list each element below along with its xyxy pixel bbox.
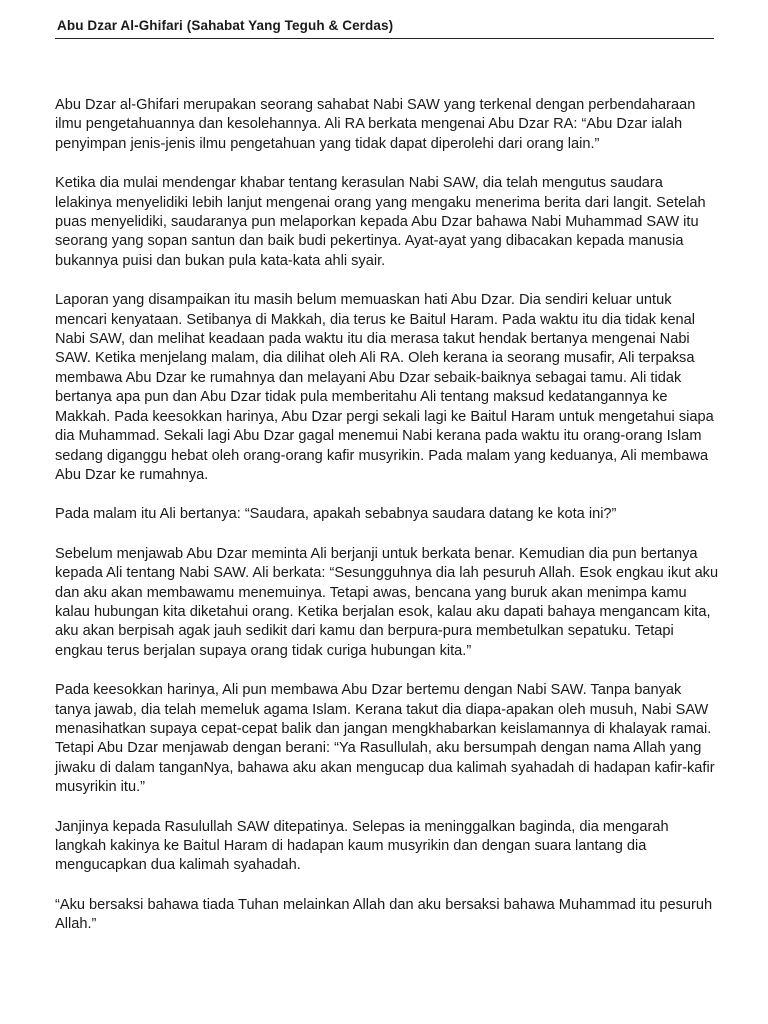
paragraph-4: Pada malam itu Ali bertanya: “Saudara, apakah sebabnya saudara datang ke kota ini?” <box>55 506 617 523</box>
document-body <box>55 96 720 955</box>
paragraph-3: Laporan yang disampaikan itu masih belum memuaskan hati Abu Dzar. Dia sendiri keluar untuk mencari kenyataan. Setibanya di Makkah, dia terus ke Baitul Haram. Pada waktu itu dia tidak kenal Nabi SAW, dan melihat keadaan pada waktu itu dia merasa takut hendak bertanya mengenai Nabi SAW. Ketika menjelang malam, dia dilihat oleh Ali RA. Oleh kerana ia seorang musafir, Ali terpaksa membawa Abu Dzar ke rumahnya dan melayani Abu Dzar sebaik-baiknya sebagai tamu. Ali tidak bertanya apa pun dan Abu Dzar tidak pula memberitahu Ali tentang maksud kedatangannya ke Makkah. Pada keesokkan harinya, Abu Dzar pergi sekali lagi ke Baitul Haram untuk mengetahui siapa dia Muhammad. Sekali lagi Abu Dzar gagal menemui Nabi kerana pada waktu itu orang-orang Islam sedang diganggu hebat oleh orang-orang kafir musyrikin. Pada malam yang keduanya, Ali membawa Abu Dzar ke rumahnya. <box>55 292 714 483</box>
paragraph-8: “Aku bersaksi bahawa tiada Tuhan melainkan Allah dan aku bersaksi bahawa Muhammad itu pesuruh Allah.” <box>55 896 713 933</box>
page-header <box>55 16 714 39</box>
paragraph-2: Ketika dia mulai mendengar khabar tentang kerasulan Nabi SAW, dia telah mengutus saudara lelakinya menyelidiki lebih lanjut mengenai orang yang mengaku menerima berita dari langit. Setelah puas menyelidiki, saudaranya pun melaporkan kepada Abu Dzar bahawa Nabi Muhammad SAW itu seorang yang sopan santun dan baik budi pekertinya. Ayat-ayat yang dibacakan kepada manusia bukannya puisi dan bukan pula kata-kata ahli syair. <box>55 175 706 269</box>
header-title: Abu Dzar Al-Ghifari (Sahabat Yang Teguh & Cerdas) <box>57 18 394 33</box>
paragraph-1: Abu Dzar al-Ghifari merupakan seorang sahabat Nabi SAW yang terkenal dengan perbendaharaan ilmu pengetahuannya dan kesolehannya. Ali RA berkata mengenai Abu Dzar RA: “Abu Dzar ialah penyimpan jenis-jenis ilmu pengetahuan yang tidak dapat diperolehi dari orang lain.” <box>55 97 696 152</box>
paragraph-7: Janjinya kepada Rasulullah SAW ditepatinya. Selepas ia meninggalkan baginda, dia mengarah langkah kakinya ke Baitul Haram di hadapan kaum musyrikin dan dengan suara lantang dia mengucapkan dua kalimah syahadah. <box>55 818 669 874</box>
paragraph-6: Pada keesokkan harinya, Ali pun membawa Abu Dzar bertemu dengan Nabi SAW. Tanpa banyak tanya jawab, dia telah memeluk agama Islam. Kerana takut dia diapa-apakan oleh musuh, Nabi SAW menasihatkan supaya cepat-cepat balik dan jangan mengkhabarkan keislamannya di khalayak ramai. Tetapi Abu Dzar menjawab dengan berani: “Ya Rasullulah, aku bersumpah dengan nama Allah yang jiwaku di dalam tanganNya, bahawa aku akan mengucap dua kalimah syahadah di hadapan kafir-kafir musyrikin itu.” <box>55 682 715 796</box>
paragraph-5: Sebelum menjawab Abu Dzar meminta Ali berjanji untuk berkata benar. Kemudian dia pun bertanya kepada Ali tentang Nabi SAW. Ali berkata: “Sesungguhnya dia lah pesuruh Allah. Esok engkau ikut aku dan aku akan membawamu menemuinya. Tetapi awas, bencana yang buruk akan menimpa kamu kalau hubungan kita diketahui orang. Ketika berjalan esok, kalau aku dapati bahaya mengancam kita, aku akan berpisah agak jauh sedikit dari kamu dan berpura-pura membetulkan sepatuku. Tetapi engkau terus berjalan supaya orang tidak curiga hubungan kita.” <box>55 545 719 659</box>
